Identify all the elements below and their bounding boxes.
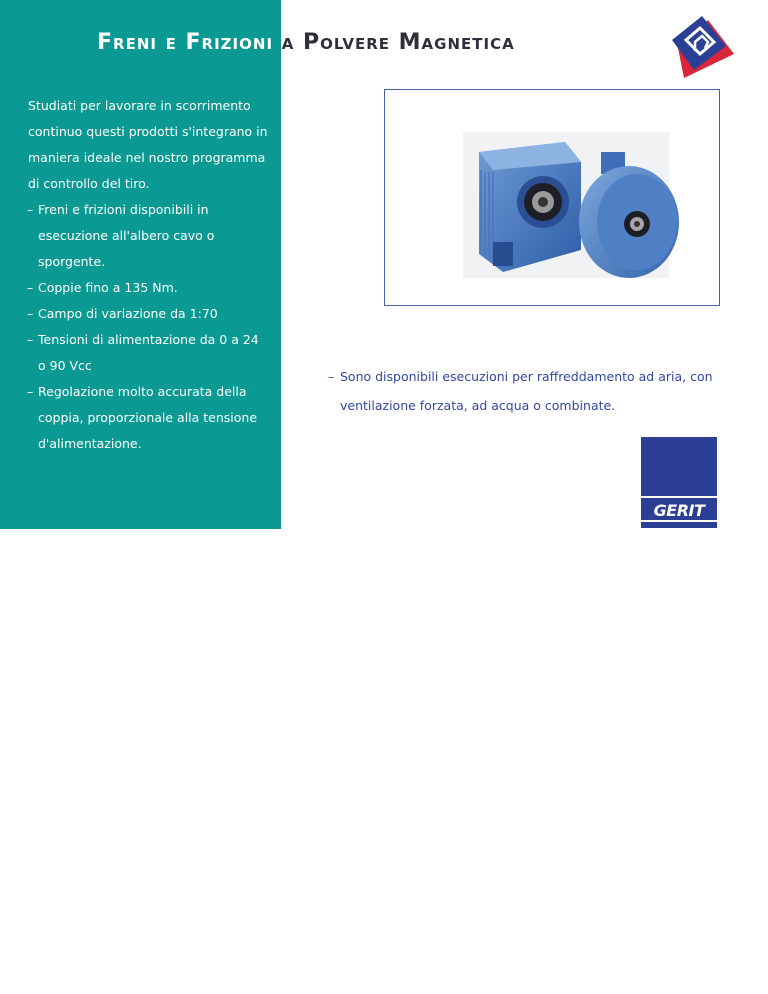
feature-item: – Tensioni di alimentazione da 0 a 24 o 90 Vcc — [28, 327, 268, 379]
logo-bar — [641, 520, 717, 522]
magnetic-brake-photo — [385, 90, 719, 305]
cooling-note — [328, 362, 728, 420]
product-photo-frame — [384, 89, 720, 306]
page-title — [97, 30, 557, 62]
feature-item: – Coppie fino a 135 Nm. — [28, 275, 268, 301]
feature-item: – Regolazione molto accurata della coppia, proporzionale alla tensione d'alimentazione. — [28, 379, 268, 457]
title-part-1: Freni e Frizioni — [97, 30, 274, 55]
gerit-logo — [641, 437, 717, 528]
home-icon[interactable] — [664, 14, 734, 78]
feature-item: – Campo di variazione da 1:70 — [28, 301, 268, 327]
feature-item: – Freni e frizioni disponibili in esecuzione all'albero cavo o sporgente. — [28, 197, 268, 275]
feature-list — [28, 197, 268, 457]
cooling-note-text: – Sono disponibili esecuzioni per raffreddamento ad aria, con ventilazione forzata, ad acqua o combinate. — [328, 362, 728, 420]
logo-bar — [641, 496, 717, 498]
intro-section — [28, 93, 268, 457]
title-part-2: a Polvere Magnetica — [281, 30, 515, 55]
intro-text: Studiati per lavorare in scorrimento continuo questi prodotti s'integrano in maniera ideale nel nostro programma di controllo del tiro. — [28, 98, 268, 191]
logo-text: GERIT — [653, 501, 705, 520]
